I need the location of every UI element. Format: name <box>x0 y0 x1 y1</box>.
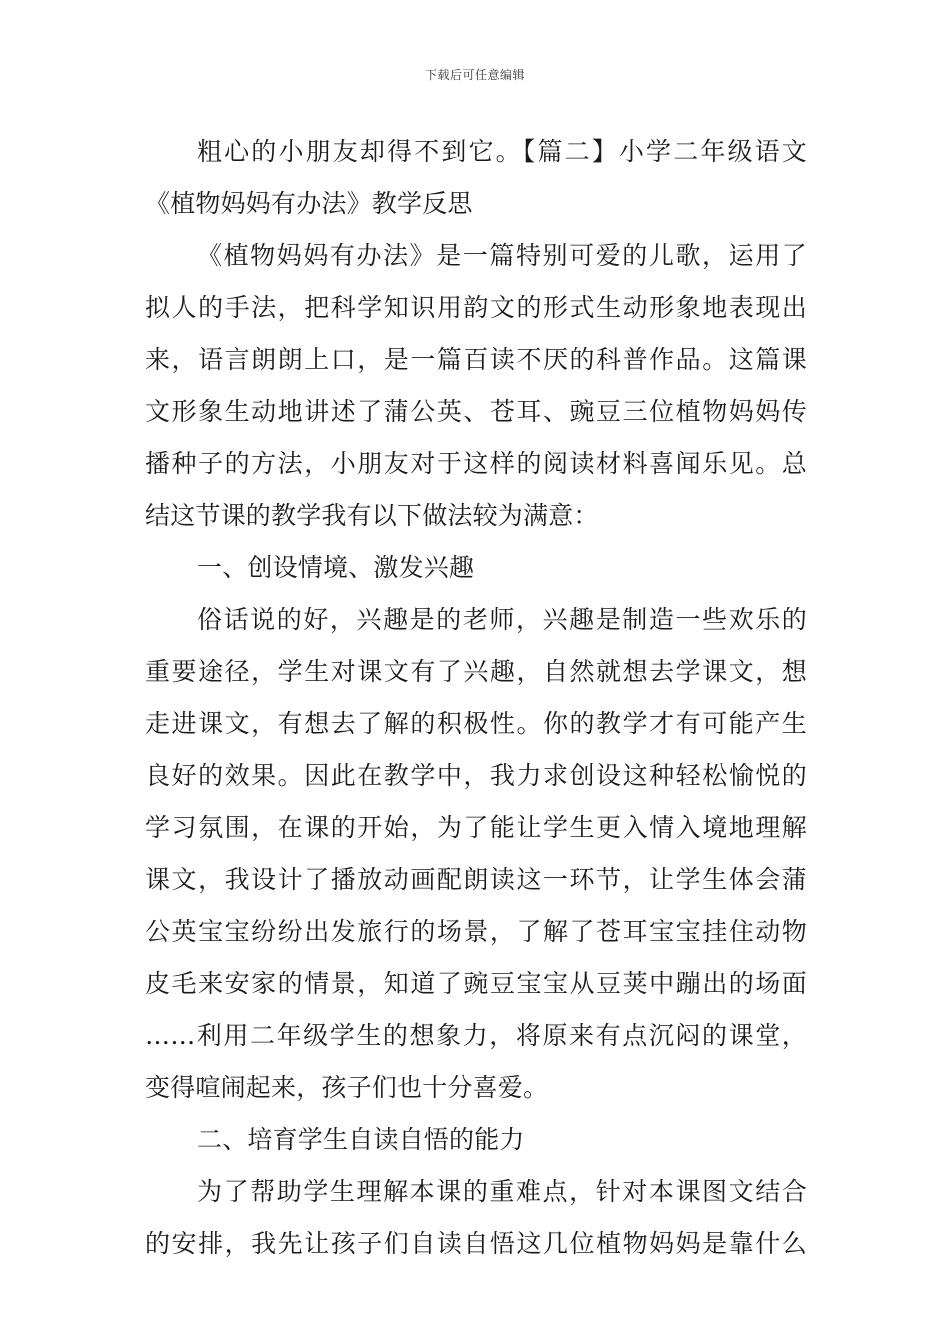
text-line: 走进课文，有想去了解的积极性。你的教学才有可能产生 <box>145 709 807 738</box>
text-line: 播种子的方法，小朋友对于这样的阅读材料喜闻乐见。总 <box>145 449 807 478</box>
text-line: ……利用二年级学生的想象力，将原来有点沉闷的课堂， <box>145 1021 807 1050</box>
text-line: 学习氛围，在课的开始，为了能让学生更入情入境地理解 <box>145 813 807 842</box>
section-heading: 二、培育学生自读自悟的能力 <box>197 1125 525 1154</box>
section-heading: 一、创设情境、激发兴趣 <box>197 553 475 582</box>
text-line: 俗话说的好，兴趣是的老师，兴趣是制造一些欢乐的 <box>197 605 807 634</box>
document-body <box>145 126 807 1270</box>
text-line: 《植物妈妈有办法》教学反思 <box>145 189 473 218</box>
text-line: 变得喧闹起来，孩子们也十分喜爱。 <box>145 1073 549 1102</box>
header-note: 下载后可任意编辑 <box>424 68 525 82</box>
text-line: 的安排，我先让孩子们自读自悟这几位植物妈妈是靠什么 <box>145 1229 807 1258</box>
text-line: 结这节课的教学我有以下做法较为满意： <box>145 501 599 530</box>
text-line: 公英宝宝纷纷出发旅行的场景，了解了苍耳宝宝挂住动物 <box>145 917 807 946</box>
text-line: 皮毛来安家的情景，知道了豌豆宝宝从豆荚中蹦出的场面 <box>145 969 807 998</box>
text-line: 粗心的小朋友却得不到它。【篇二】小学二年级语文 <box>197 137 807 166</box>
text-line: 课文，我设计了播放动画配朗读这一环节，让学生体会蒲 <box>145 865 807 894</box>
text-line: 为了帮助学生理解本课的重难点，针对本课图文结合 <box>197 1177 807 1206</box>
text-line: 拟人的手法，把科学知识用韵文的形式生动形象地表现出 <box>145 293 807 322</box>
text-line: 《植物妈妈有办法》是一篇特别可爱的儿歌，运用了 <box>197 241 807 270</box>
text-line: 文形象生动地讲述了蒲公英、苍耳、豌豆三位植物妈妈传 <box>145 397 807 426</box>
text-line: 重要途径，学生对课文有了兴趣，自然就想去学课文，想 <box>145 657 807 686</box>
text-line: 来，语言朗朗上口，是一篇百读不厌的科普作品。这篇课 <box>145 345 807 374</box>
text-line: 良好的效果。因此在教学中，我力求创设这种轻松愉悦的 <box>145 761 807 790</box>
